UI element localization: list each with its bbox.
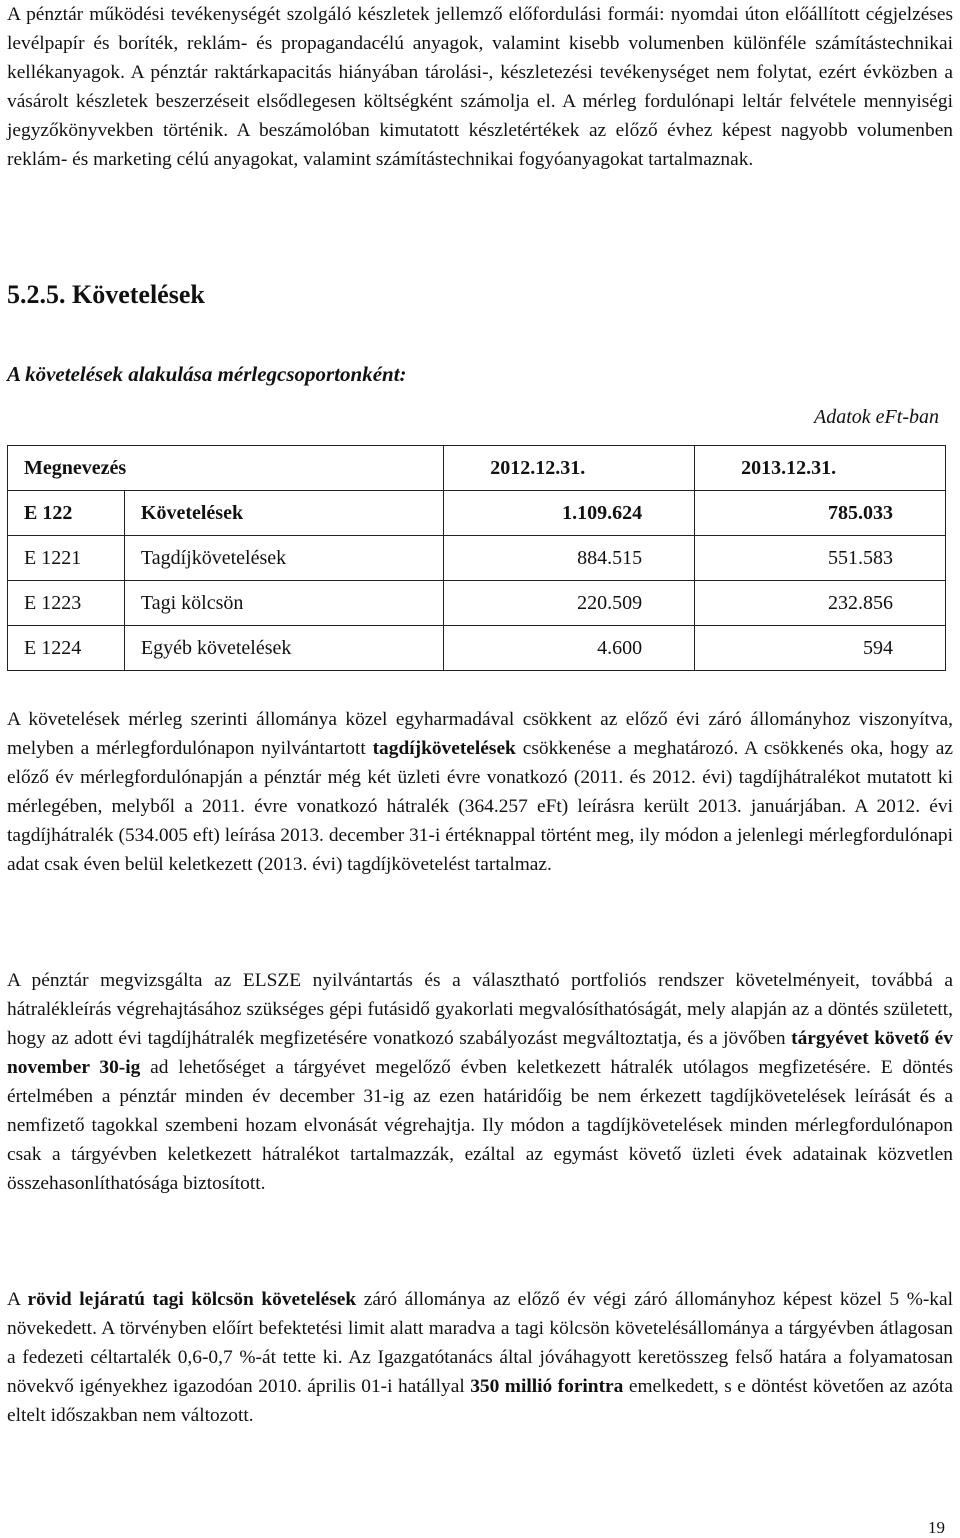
text-run: A követelések mérleg szerinti állománya közel egyharmadával csökkent az előző évi záró állományhoz viszonyítva, melyben a mérlegfordulónapon nyilvántartott	[7, 709, 953, 759]
row-value-2012: 884.515	[444, 536, 695, 581]
emphasis-text: rövid lejáratú tagi kölcsön követelések	[27, 1289, 357, 1310]
paragraph-elsze	[7, 966, 953, 1198]
emphasis-text: tárgyévet követő év november 30-ig	[7, 1028, 953, 1078]
table-row	[8, 536, 946, 581]
text-run: csökkenése a meghatározó. A csökkenés oka, hogy az előző év mérlegfordulónapján a pénztár még két üzleti évre vonatkozó (2011. és 2012. évi) tagdíjhátralékot mutatott ki mérlegében, melyből a 2011. évre vonatkozó hátralék (364.257 eFt) leírásra került 2013. januárjában. A 2012. évi tagdíjhátralék (534.005 eft) leírása 2013. december 31-i értéknappal történt meg, ily módon a jelenlegi mérlegfordulónapi adat csak éven belül keletkezett (2013. évi) tagdíjkövetelést tartalmaz.	[7, 738, 953, 875]
text-run: emelkedett, s e döntést követően az azóta eltelt időszakban nem változott.	[7, 1376, 953, 1426]
paragraph-inventory: A pénztár működési tevékenységét szolgáló készletek jellemző előfordulási formái: nyomdai úton előállított cégjelzéses levélpapír és boríték, reklám- és propagandacélú anyagok, valamint kisebb volumenben különféle számítástechnikai kellékanyagok. A pénztár raktárkapacitás hiányában tárolási-, készletezési tevékenységet nem folytat, ezért évközben a vásárolt készletek beszerzéseit elsődlegesen költségként számolja el. A mérleg fordulónapi leltár felvétele mennyiségi jegyzőkönyvekben történik. A beszámolóban kimutatott készletértékek az előző évhez képest nagyobb volumenben reklám- és marketing célú anyagokat, valamint számítástechnikai fogyóanyagokat tartalmaznak.	[7, 4, 953, 170]
row-value-2013: 232.856	[695, 581, 946, 626]
row-name: Tagdíjkövetelések	[124, 536, 443, 581]
emphasis-text: 350 millió forintra	[470, 1376, 624, 1397]
row-code: E 1221	[8, 536, 125, 581]
paragraph-receivables-change	[7, 705, 953, 879]
row-code: E 122	[8, 491, 125, 536]
row-value-2013: 594	[695, 626, 946, 671]
table-row	[8, 581, 946, 626]
row-name: Egyéb követelések	[124, 626, 443, 671]
row-value-2012: 4.600	[444, 626, 695, 671]
paragraph-member-loans	[7, 1285, 953, 1430]
row-name: Követelések	[124, 491, 443, 536]
text-run: A	[7, 1289, 28, 1310]
row-code: E 1224	[8, 626, 125, 671]
text-run: ad lehetőséget a tárgyévet megelőző évben keletkezett hátralék utólagos megfizetésére. E döntés értelmében a pénztár minden év december 31-ig az ezen határidőig be nem érkezett tagdíjkövetelések leírását és a nemfizető tagokkal szembeni hozam elvonását végrehajtja. Ily módon a tagdíjkövetelések minden mérlegfordulónapon csak a tárgyévben keletkezett hátralékot tartalmazzák, ezáltal az egymást követő üzleti évek adatainak közvetlen összehasonlíthatósága biztosított.	[7, 1057, 953, 1194]
text-run: A pénztár megvizsgálta az ELSZE nyilvántartás és a választható portfoliós rendszer követelményeit, továbbá a hátralékleírás végrehajtásához szükséges gépi futásidő gyakorlati megvalósíthatóságát, mely alapján az a döntés született, hogy az adott évi tagdíjhátralék megfizetésére vonatkozó szabályozást megváltoztatja, és a jövőben	[7, 970, 953, 1049]
emphasis-text: tagdíjkövetelések	[372, 738, 516, 759]
header-col2: 2013.12.31.	[695, 446, 946, 491]
row-value-2012: 1.109.624	[444, 491, 695, 536]
text-run: záró állománya az előző év végi záró állományhoz képest közel 5 %-kal növekedett. A törvényben előírt befektetési limit alatt maradva a tagi kölcsön követelésállománya a tárgyévben átlagosan a fedezeti céltartalék 0,6-0,7 %-át tette ki. Az Igazgatótanács által jóváhagyott keretösszeg felső határa a folyamatosan növekvő igényekhez igazodóan 2010. április 01-i hatállyal	[7, 1289, 953, 1397]
unit-note: Adatok eFt-ban	[814, 406, 939, 428]
receivables-table	[7, 445, 946, 671]
section-heading: 5.2.5. Követelések	[7, 280, 205, 309]
header-col1: 2012.12.31.	[444, 446, 695, 491]
row-value-2013: 551.583	[695, 536, 946, 581]
table-row	[8, 626, 946, 671]
table-caption: A követelések alakulása mérlegcsoportonként:	[7, 362, 407, 386]
row-value-2013: 785.033	[695, 491, 946, 536]
row-code: E 1223	[8, 581, 125, 626]
table-header-row	[8, 446, 946, 491]
page-number: 19	[928, 1518, 945, 1537]
row-name: Tagi kölcsön	[124, 581, 443, 626]
table-row	[8, 491, 946, 536]
row-value-2012: 220.509	[444, 581, 695, 626]
header-name: Megnevezés	[8, 446, 444, 491]
